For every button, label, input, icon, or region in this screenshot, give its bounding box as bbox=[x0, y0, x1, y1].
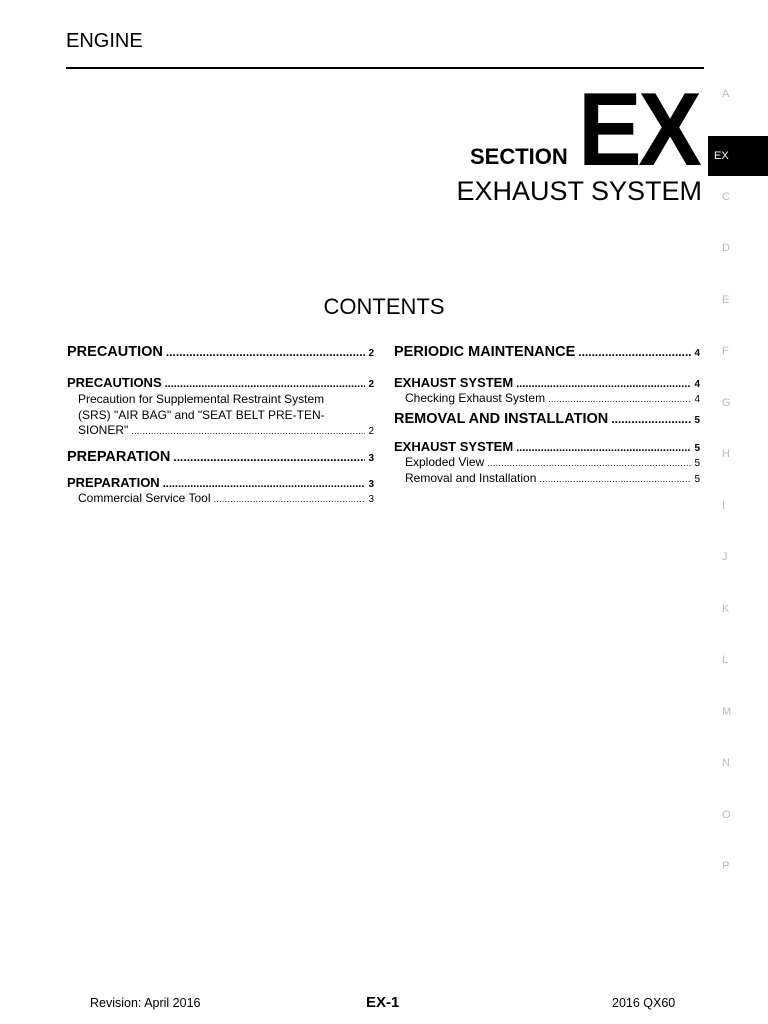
toc-entry[interactable] bbox=[67, 491, 374, 507]
leader-dots bbox=[611, 412, 691, 426]
toc-page-number: 2 bbox=[368, 379, 374, 390]
toc-entry[interactable] bbox=[67, 375, 374, 391]
toc-page-number: 4 bbox=[694, 379, 700, 390]
toc-entry-text: PRECAUTION bbox=[67, 344, 163, 360]
toc-entry-text: EXHAUST SYSTEM bbox=[394, 439, 514, 454]
toc-left-column bbox=[67, 344, 374, 507]
toc-entry[interactable] bbox=[67, 475, 374, 491]
footer-revision: Revision: April 2016 bbox=[90, 996, 201, 1010]
toc-entry-text: Removal and Installation bbox=[405, 471, 537, 485]
leader-dots bbox=[214, 494, 366, 504]
toc-page-number: 4 bbox=[694, 348, 700, 359]
leader-dots bbox=[516, 378, 691, 390]
section-tab-f[interactable]: F bbox=[722, 345, 729, 357]
section-tab-c[interactable]: C bbox=[722, 190, 730, 203]
section-index-tabs bbox=[708, 84, 768, 908]
section-tab-p[interactable]: P bbox=[722, 860, 730, 872]
toc-page-number: 5 bbox=[694, 458, 700, 469]
toc-entry-text: SIONER" bbox=[78, 423, 129, 437]
section-tab-d[interactable]: D bbox=[722, 242, 730, 254]
section-title: EXHAUST SYSTEM bbox=[456, 176, 702, 206]
toc-entry-text-line: Precaution for Supplemental Restraint System bbox=[78, 392, 325, 406]
footer-page-number: EX-1 bbox=[366, 994, 400, 1011]
toc-entry-text-line: (SRS) "AIR BAG" and "SEAT BELT PRE-TEN- bbox=[78, 408, 325, 422]
toc-entry-text: EXHAUST SYSTEM bbox=[394, 375, 514, 390]
section-tab-k[interactable]: K bbox=[722, 602, 730, 615]
leader-dots bbox=[539, 474, 691, 484]
section-tab-i[interactable]: I bbox=[722, 499, 726, 512]
toc-page-number: 5 bbox=[694, 415, 700, 426]
toc-page-number: 3 bbox=[368, 494, 374, 505]
toc-entry[interactable] bbox=[394, 455, 700, 471]
toc-entry-text: PERIODIC MAINTENANCE bbox=[394, 344, 576, 360]
toc-page-number: 2 bbox=[368, 426, 374, 437]
toc-page-number: 3 bbox=[368, 479, 374, 490]
toc-entry[interactable] bbox=[394, 471, 700, 487]
toc-entry[interactable] bbox=[394, 439, 700, 455]
toc-entry[interactable] bbox=[394, 411, 700, 433]
section-tab-j[interactable]: J bbox=[722, 551, 728, 563]
footer-model: 2016 QX60 bbox=[612, 996, 676, 1010]
toc-entry[interactable] bbox=[394, 344, 700, 366]
toc-entry[interactable] bbox=[67, 344, 374, 366]
toc-entry[interactable] bbox=[67, 449, 374, 471]
section-code: EX bbox=[578, 72, 699, 188]
leader-dots bbox=[165, 378, 366, 390]
leader-dots bbox=[516, 442, 691, 454]
section-tab-l[interactable]: L bbox=[722, 654, 729, 666]
leader-dots bbox=[163, 478, 366, 490]
section-tab-g[interactable]: G bbox=[722, 396, 731, 409]
toc-entry-text: PREPARATION bbox=[67, 449, 171, 465]
section-label: SECTION bbox=[470, 144, 568, 169]
toc-page-number: 4 bbox=[694, 394, 700, 405]
toc-page-number: 2 bbox=[368, 348, 374, 359]
toc-entry[interactable] bbox=[67, 391, 374, 439]
section-tab-e[interactable]: E bbox=[722, 293, 730, 306]
toc-entry-text: Commercial Service Tool bbox=[78, 491, 211, 505]
header-rule bbox=[66, 67, 704, 69]
leader-dots bbox=[173, 450, 365, 464]
header-title: ENGINE bbox=[66, 30, 143, 52]
section-tab-a[interactable]: A bbox=[722, 88, 730, 100]
leader-dots bbox=[487, 458, 691, 468]
leader-dots bbox=[578, 345, 691, 359]
section-tab-ex[interactable]: EX bbox=[708, 136, 768, 176]
leader-dots bbox=[166, 345, 366, 359]
toc-entry-text: PREPARATION bbox=[67, 475, 160, 490]
toc-page-number: 5 bbox=[694, 474, 700, 485]
toc-entry-text: Exploded View bbox=[405, 455, 485, 469]
section-tab-n[interactable]: N bbox=[722, 757, 730, 769]
toc-right-column bbox=[394, 344, 700, 487]
leader-dots bbox=[548, 394, 691, 404]
toc-page-number: 3 bbox=[368, 453, 374, 464]
contents-heading: CONTENTS bbox=[323, 294, 445, 319]
toc-entry-text: Checking Exhaust System bbox=[405, 391, 546, 405]
toc-entry[interactable] bbox=[394, 375, 700, 391]
toc-entry-text: PRECAUTIONS bbox=[67, 375, 162, 390]
section-tab-o[interactable]: O bbox=[722, 808, 731, 821]
toc-entry[interactable] bbox=[394, 391, 700, 407]
toc-entry-text: REMOVAL AND INSTALLATION bbox=[394, 411, 609, 427]
toc-page-number: 5 bbox=[694, 443, 700, 454]
section-tab-m[interactable]: M bbox=[722, 705, 732, 718]
section-tab-h[interactable]: H bbox=[722, 448, 730, 460]
leader-dots bbox=[131, 426, 365, 436]
